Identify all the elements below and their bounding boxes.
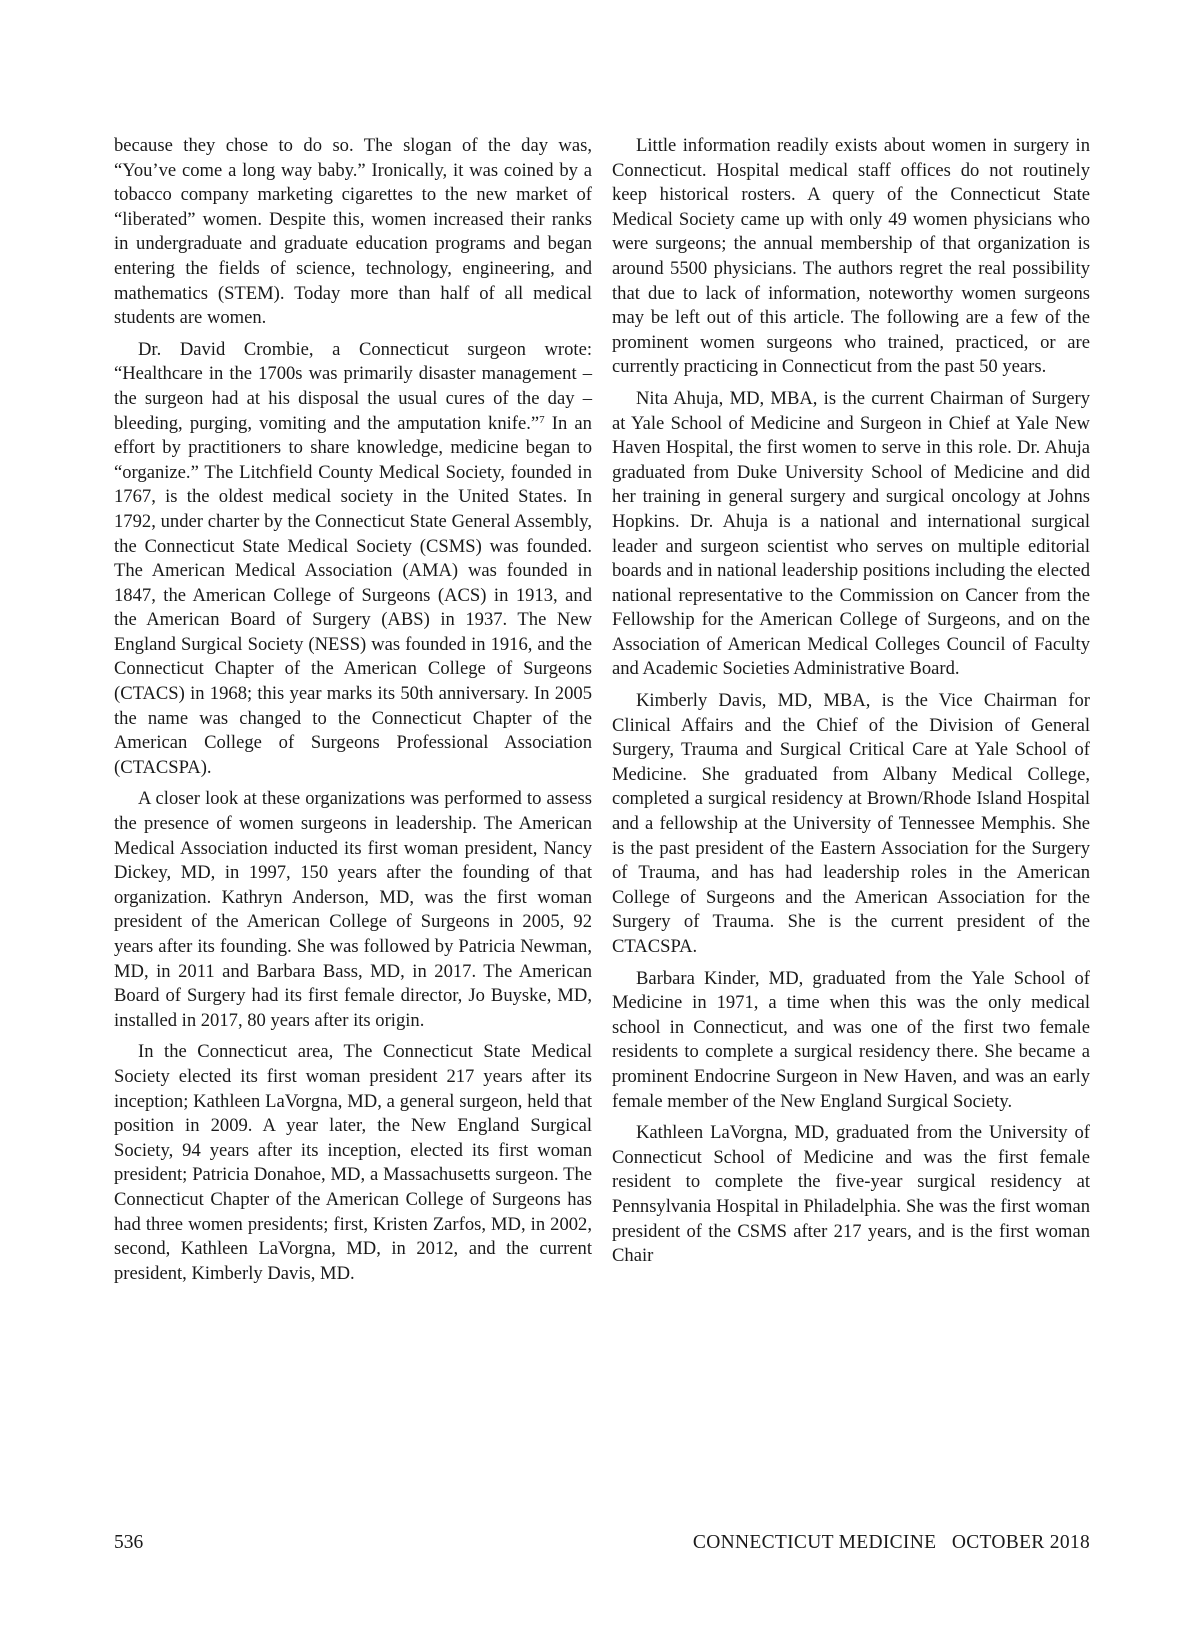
paragraph-stem-continuation: because they chose to do so. The slogan of the day was, “You’ve come a long way baby.” Ironically, it was coined by a tobacco company marketing cigarettes to the new market of “liberated” women. Despite this, women increased their ranks in undergraduate and graduate education programs and began entering the fields of science, technology, engineering, and mathematics (STEM). Today more than half of all medical students are women. xyxy=(114,135,592,329)
issue-date: OCTOBER 2018 xyxy=(951,1532,1090,1553)
running-footer xyxy=(693,1531,1090,1555)
journal-name: CONNECTICUT MEDICINE xyxy=(692,1532,937,1553)
paragraph-connecticut-area: In the Connecticut area, The Connecticut State Medical Society elected its first woman president 217 years after its inception; Kathleen LaVorgna, MD, a general surgeon, held that position in 2009. A year later, the New England Surgical Society, 94 years after its inception, elected its first woman president; Patricia Donahoe, MD, a Massachusetts surgeon. The Connecticut Chapter of the American College of Surgeons has had three women presidents; first, Kristen Zarfos, MD, in 2002, second, Kathleen LaVorgna, MD, in 2012, and the current president, Kimberly Davis, MD. xyxy=(114,1041,592,1284)
right-column xyxy=(612,134,1090,1276)
page-number: 536 xyxy=(114,1532,144,1553)
paragraph-barbara-kinder: Barbara Kinder, MD, graduated from the Yale School of Medicine in 1971, a time when this was the only medical school in Connecticut, and was one of the first two female residents to complete a surgical residency there. She became a prominent Endocrine Surgeon in New Haven, and was an early female member of the New England Surgical Society. xyxy=(612,967,1090,1112)
paragraph-text-after-reference: In an effort by practitioners to share knowledge, medicine began to “organize.” The Litchfield County Medical Society, founded in 1767, is the oldest medical society in the United States. In 1792, under charter by the Connecticut State General Assembly, the Connecticut State Medical Society (CSMS) was founded. The American Medical Association (AMA) was founded in 1847, the American College of Surgeons (ACS) in 1913, and the American Board of Surgery (ABS) in 1937. The New England Surgical Society (NESS) was founded in 1916, and the Connecticut Chapter of the American College of Surgeons (CTACS) in 1968; this year marks its 50th anniversary. In 2005 the name was changed to the Connecticut Chapter of the American College of Surgeons Professional Association (CTACSPA). xyxy=(114,412,592,778)
paragraph-nita-ahuja: Nita Ahuja, MD, MBA, is the current Chairman of Surgery at Yale School of Medicine and Surgeon in Chief at Yale New Haven Hospital, the first women to serve in this role. Dr. Ahuja graduated from Duke University School of Medicine and did her training in general surgery and surgical oncology at Johns Hopkins. Dr. Ahuja is a national and international surgical leader and surgeon scientist who serves on multiple editorial boards and in national leadership positions including the elected national representative to the Commission on Cancer from the Fellowship for the American College of Surgeons, and on the Association of American Medical Colleges Council of Faculty and Academic Societies Administrative Board. xyxy=(612,387,1090,680)
paragraph-women-leadership: A closer look at these organizations was performed to assess the presence of women surgeons in leadership. The American Medical Association inducted its first woman president, Nancy Dickey, MD, in 1997, 150 years after the founding of that organization. Kathryn Anderson, MD, was the first woman president of the American College of Surgeons in 2005, 92 years after its founding. She was followed by Patricia Newman, MD, in 2011 and Barbara Bass, MD, in 2017. The American Board of Surgery had its first female director, Jo Buyske, MD, installed in 2017, 80 years after its origin. xyxy=(114,788,592,1031)
paragraph-little-information: Little information readily exists about women in surgery in Connecticut. Hospital medical staff offices do not routinely keep historical rosters. A query of the Connecticut State Medical Society came up with only 49 women physicians who were surgeons; the annual membership of that organization is around 5500 physicians. The authors regret the real possibility that due to lack of information, noteworthy women surgeons may be left out of this article. The following are a few of the prominent women surgeons who trained, practiced, or are currently practicing in Connecticut from the past 50 years. xyxy=(612,135,1090,378)
paragraph-text-before-reference: Dr. David Crombie, a Connecticut surgeon wrote: “Healthcare in the 1700s was primarily disaster management – the surgeon had at his disposal the usual cures of the day – bleeding, purging, vomiting and the amputation knife.” xyxy=(114,338,592,434)
left-column xyxy=(114,134,592,1293)
footer-spacer xyxy=(936,1532,952,1553)
paragraph-crombie-organizations xyxy=(114,338,592,781)
paragraph-kimberly-davis: Kimberly Davis, MD, MBA, is the Vice Chairman for Clinical Affairs and the Chief of the Division of General Surgery, Trauma and Surgical Critical Care at Yale School of Medicine. She graduated from Albany Medical College, completed a surgical residency at Brown/Rhode Island Hospital and a fellowship at the University of Tennessee Memphis. She is the past president of the Eastern Association for the Surgery of Trauma, and has had leadership roles in the American College of Surgeons and the American Association for the Surgery of Trauma. She is the current president of the CTACSPA. xyxy=(612,690,1090,957)
paragraph-kathleen-lavorgna: Kathleen LaVorgna, MD, graduated from the University of Connecticut School of Medicine and was the first female resident to complete the five-year surgical residency at Pennsylvania Hospital in Philadelphia. She was the first woman president of the CSMS after 217 years, and is the first woman Chair xyxy=(612,1122,1090,1267)
reference-superscript: 7 xyxy=(539,413,545,426)
